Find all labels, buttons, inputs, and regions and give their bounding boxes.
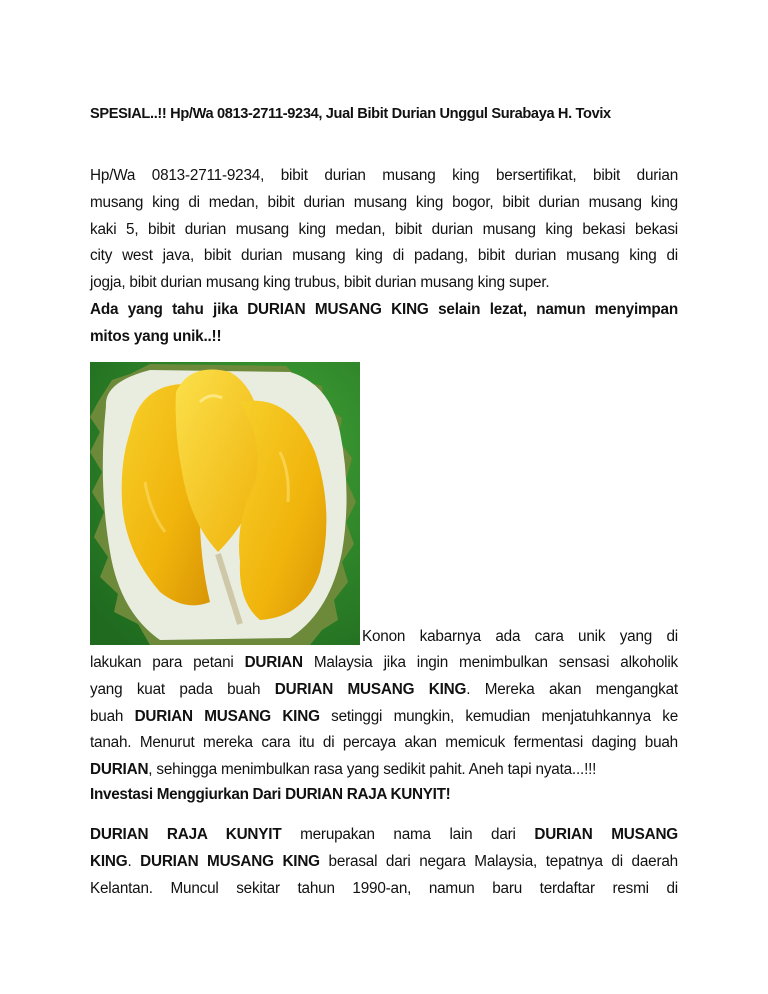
question-text: Ada yang tahu jika bbox=[90, 301, 248, 318]
body-text: merupakan nama lain dari bbox=[281, 826, 535, 843]
body-text: setinggi mungkin, kemudian menjatuhkannya ke bbox=[319, 707, 679, 725]
body-text: berasal dari negara Malaysia, tepatnya di daerah bbox=[319, 852, 678, 870]
raja-kunyit-line bbox=[90, 849, 678, 876]
body-text: , sehingga menimbulkan rasa yang sedikit pahit. Aneh tapi nyata...!!! bbox=[148, 761, 597, 779]
body-text: . bbox=[127, 852, 141, 870]
durian-musang-king-emphasis: DURIAN MUSANG KING bbox=[247, 301, 429, 318]
question-line-2: mitos yang unik..!! bbox=[90, 327, 222, 345]
myth-paragraph bbox=[90, 650, 678, 784]
body-text: Malaysia jika ingin menimbulkan sensasi alkoholik bbox=[302, 654, 678, 671]
section-heading: Investasi Menggiurkan Dari DURIAN RAJA KUNYIT! bbox=[90, 786, 451, 803]
myth-line bbox=[90, 757, 678, 784]
intro-line: Hp/Wa 0813-2711-9234, bibit durian musang king bersertifikat, bibit durian bbox=[90, 167, 678, 184]
question-line-1 bbox=[90, 297, 678, 324]
myth-line bbox=[90, 650, 678, 677]
durian-illustration-icon bbox=[90, 362, 360, 645]
intro-line: city west java, bibit durian musang king di padang, bibit durian musang king di bbox=[90, 247, 678, 265]
durian-musang-king-emphasis: DURIAN MUSANG KING bbox=[274, 680, 467, 698]
question-text: selain lezat, namun menyimpan bbox=[428, 301, 678, 318]
raja-kunyit-paragraph bbox=[90, 822, 678, 902]
body-text: . Mereka akan mengangkat bbox=[466, 680, 678, 698]
intro-line: musang king di medan, bibit durian musang king bogor, bibit durian musang king bbox=[90, 193, 678, 211]
myth-line bbox=[90, 704, 678, 731]
raja-kunyit-line: Kelantan. Muncul sekitar tahun 1990-an, namun baru terdaftar resmi di bbox=[90, 879, 678, 897]
durian-raja-kunyit-emphasis: DURIAN RAJA KUNYIT bbox=[90, 826, 282, 843]
durian-musang-king-emphasis: DURIAN MUSANG KING bbox=[140, 852, 320, 870]
intro-paragraph bbox=[90, 163, 678, 297]
body-text: lakukan para petani bbox=[90, 654, 245, 671]
durian-musang-emphasis: DURIAN MUSANG bbox=[534, 826, 678, 843]
body-text: yang kuat pada buah bbox=[90, 680, 275, 698]
figure-block bbox=[90, 362, 678, 645]
myth-line: tanah. Menurut mereka cara itu di percaya akan memicuk fermentasi daging buah bbox=[90, 734, 678, 752]
raja-kunyit-line bbox=[90, 822, 678, 849]
question-paragraph bbox=[90, 297, 678, 351]
durian-musang-king-emphasis: DURIAN MUSANG KING bbox=[134, 707, 320, 725]
durian-emphasis: DURIAN bbox=[90, 761, 149, 779]
durian-emphasis: DURIAN bbox=[244, 654, 303, 671]
intro-line: kaki 5, bibit durian musang king medan, bibit durian musang king bekasi bekasi bbox=[90, 220, 678, 238]
document-title: SPESIAL..!! Hp/Wa 0813-2711-9234, Jual Bibit Durian Unggul Surabaya H. Tovix bbox=[90, 106, 611, 122]
myth-line bbox=[90, 677, 678, 704]
durian-musang-king-image bbox=[90, 362, 360, 645]
body-text: buah bbox=[90, 707, 135, 725]
king-emphasis: KING bbox=[90, 852, 128, 870]
myth-first-line: Konon kabarnya ada cara unik yang di bbox=[362, 628, 678, 645]
intro-line: jogja, bibit durian musang king trubus, bibit durian musang king super. bbox=[90, 274, 550, 292]
